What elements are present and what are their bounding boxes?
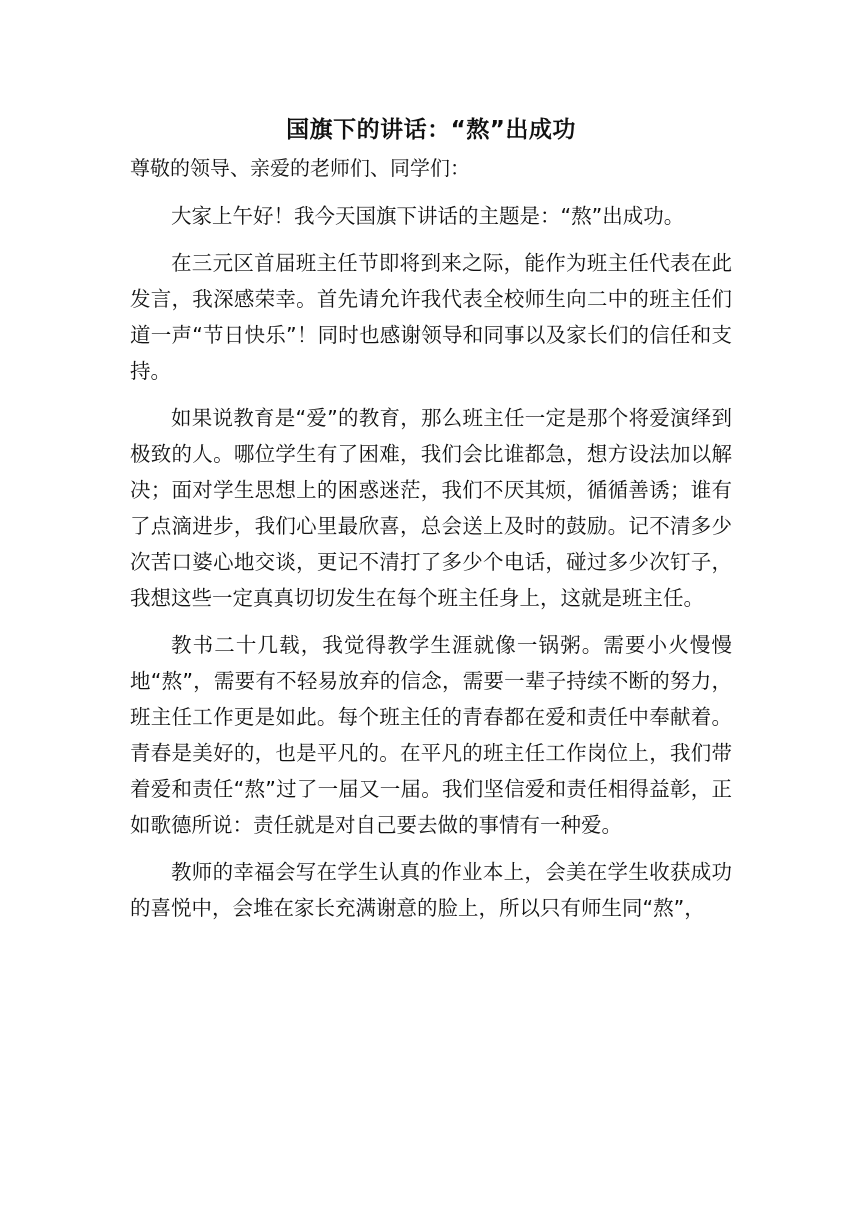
paragraph-2: 在三元区首届班主任节即将到来之际，能作为班主任代表在此发言，我深感荣幸。首先请允许我代表全校师生向二中的班主任们道一声“节日快乐”！同时也感谢领导和同事以及家长们的信任和支持。 (130, 251, 732, 383)
greeting-line: 尊敬的领导、亲爱的老师们、同学们： (130, 156, 470, 180)
paragraph-5: 教师的幸福会写在学生认真的作业本上，会美在学生收获成功的喜悦中，会堆在家长充满谢意的脸上，所以只有师生同“熬”， (130, 860, 732, 920)
paragraph-4: 教书二十几载，我觉得教学生涯就像一锅粥。需要小火慢慢地“熬”，需要有不轻易放弃的信念，需要一辈子持续不断的努力，班主任工作更是如此。每个班主任的青春都在爱和责任中奉献着。青春是美好的，也是平凡的。在平凡的班主任工作岗位上，我们带着爱和责任“熬”过了一届又一届。我们坚信爱和责任相得益彰，正如歌德所说：责任就是对自己要去做的事情有一种爱。 (130, 633, 732, 837)
paragraph-3: 如果说教育是“爱”的教育，那么班主任一定是那个将爱演绎到极致的人。哪位学生有了困难，我们会比谁都急，想方设法加以解决；面对学生思想上的困惑迷茫，我们不厌其烦，循循善诱；谁有了点滴进步，我们心里最欣喜，总会送上及时的鼓励。记不清多少次苦口婆心地交谈，更记不清打了多少个电话，碰过多少次钉子，我想这些一定真真切切发生在每个班主任身上，这就是班主任。 (130, 406, 732, 610)
paragraph-1: 大家上午好！我今天国旗下讲话的主题是：“熬”出成功。 (171, 204, 685, 228)
document-title: 国旗下的讲话：“熬”出成功 (286, 117, 576, 143)
